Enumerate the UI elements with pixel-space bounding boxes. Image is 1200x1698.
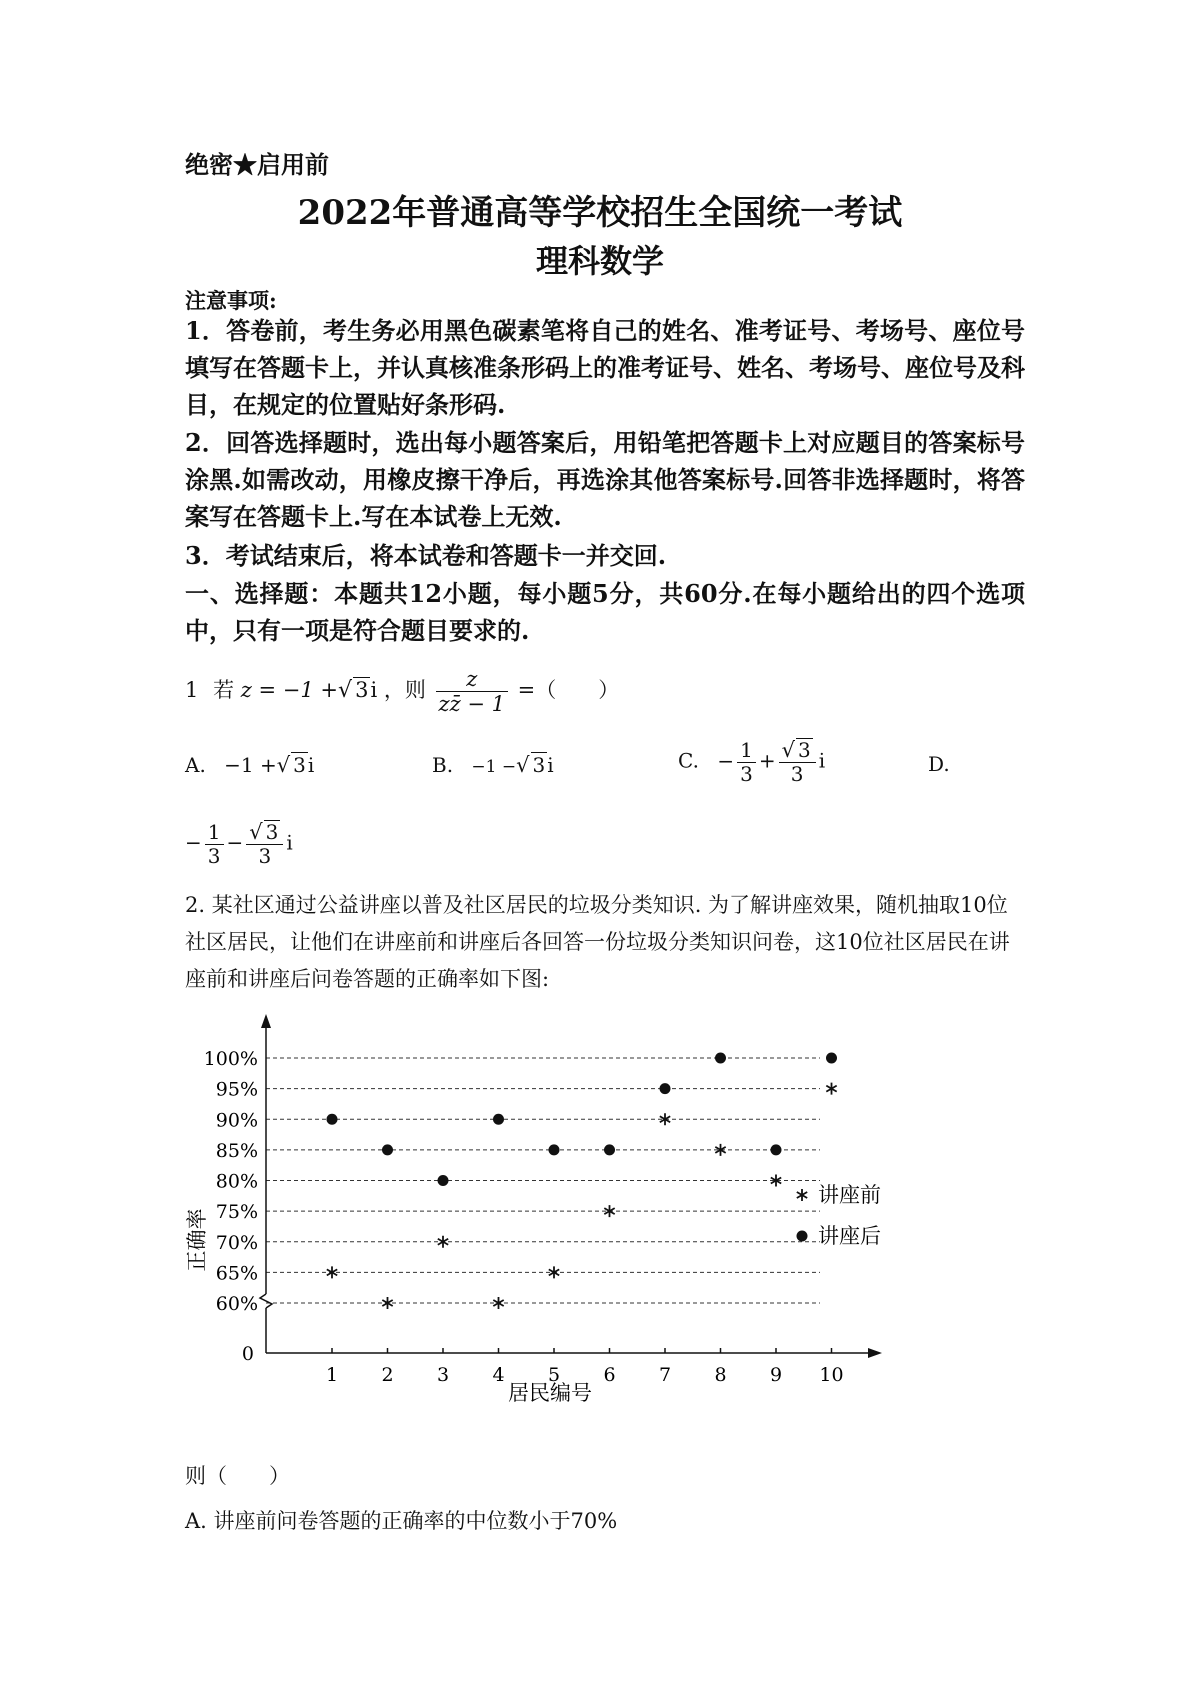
- option-c-frac-2: $\frac{√ 3}{3}$: [779, 738, 816, 786]
- q1-sqrt: 3: [355, 678, 369, 703]
- q1-if-word: 若: [213, 678, 235, 703]
- x-tick-label: 1: [325, 1364, 339, 1386]
- option-c-imag: i: [818, 748, 826, 773]
- chart-legend: [797, 1183, 882, 1248]
- after-lecture-point: [549, 1144, 560, 1155]
- frac-den: 3: [258, 844, 272, 869]
- option-c-frac-1: [737, 739, 756, 786]
- option-d-imag: i: [286, 830, 293, 855]
- q1-option-d-label: D.: [928, 752, 950, 776]
- frac-sqrt: 3: [265, 820, 279, 844]
- x-tick-label: 5: [547, 1364, 561, 1386]
- option-b-expr: −1 −: [471, 757, 517, 777]
- notice-item-2: 2．回答选择题时，选出每小题答案后，用铅笔把答题卡上对应题目的答案标号涂黑.如需改动，用橡皮擦干净后，再选涂其他答案标号.回答非选择题时，将答案写在答题卡上.写在本试卷上无效.: [185, 428, 1025, 531]
- x-tick-label: 7: [658, 1364, 672, 1386]
- frac-den: 3: [207, 843, 221, 868]
- after-lecture-point: [826, 1053, 837, 1064]
- q1-option-c: [678, 738, 825, 786]
- frac-den: 3: [740, 761, 753, 786]
- y-tick-label: 75%: [215, 1201, 258, 1224]
- option-c-sign: −: [717, 748, 735, 773]
- q1-imag-unit: i: [370, 678, 378, 703]
- x-axis-label: 居民编号: [508, 1381, 592, 1405]
- accuracy-scatter-chart: [170, 1010, 970, 1410]
- y-tick-label: 100%: [203, 1048, 258, 1070]
- y-tick-label: 85%: [215, 1139, 258, 1162]
- x-tick-label: 9: [769, 1364, 783, 1386]
- x-tick-label: 8: [714, 1364, 727, 1386]
- option-c-sign-2: +: [758, 748, 776, 773]
- q1-fraction: [436, 667, 508, 716]
- before-lecture-point: [826, 1083, 836, 1095]
- x-axis-arrow: [868, 1348, 882, 1358]
- q1-fraction-numerator: z: [436, 667, 508, 692]
- option-d-frac-1: [205, 821, 224, 868]
- before-lecture-point: [327, 1266, 337, 1278]
- legend-before-label: 讲座前: [818, 1183, 881, 1207]
- y-zero-label: 0: [241, 1343, 254, 1365]
- y-tick-label: 90%: [215, 1109, 258, 1132]
- after-lecture-point: [604, 1144, 615, 1155]
- y-axis-label: 正确率: [185, 1208, 209, 1272]
- y-tick-label: 80%: [215, 1170, 258, 1193]
- before-lecture-point: [438, 1236, 448, 1248]
- option-b-imag: i: [547, 753, 554, 777]
- notice-heading: 注意事项:: [185, 288, 277, 313]
- after-lecture-point: [660, 1083, 671, 1094]
- after-lecture-point: [382, 1144, 393, 1155]
- notice-item-1: 1．答卷前，考生务必用黑色碳素笔将自己的姓名、准考证号、考场号、座位号填写在答题卡上，并认真核准条形码上的准考证号、姓名、考场号、座位号及科目，在规定的位置贴好条形码.: [185, 316, 1025, 419]
- q1-option-d: [185, 820, 293, 868]
- q2-option-a: A. 讲座前问卷答题的正确率的中位数小于70%: [185, 1509, 618, 1533]
- after-lecture-point: [327, 1114, 338, 1125]
- option-d-frac-2: $\frac{√ 3}{3}$: [246, 820, 283, 868]
- q1-option-b: B. −1 −√ 3 i: [432, 753, 554, 777]
- option-a-expr: −1 +: [224, 753, 277, 777]
- legend-after-marker: [797, 1231, 808, 1242]
- before-lecture-point: [493, 1297, 503, 1309]
- y-tick-label: 95%: [215, 1078, 258, 1101]
- legend-before-marker: [797, 1189, 807, 1201]
- frac-sqrt: 3: [797, 738, 811, 762]
- q1-then-word: ，则: [383, 678, 426, 703]
- q2-then-blank: 则（ ）: [185, 1464, 290, 1488]
- option-b-sqrt: 3: [532, 753, 546, 777]
- before-lecture-point: [549, 1266, 559, 1278]
- frac-num: 1: [205, 821, 224, 845]
- after-lecture-point: [771, 1144, 782, 1155]
- y-tick-label: 70%: [215, 1231, 258, 1254]
- after-lecture-point: [438, 1175, 449, 1186]
- frac-num: 1: [737, 739, 756, 763]
- notice-item-3: 3．考试结束后，将本试卷和答题卡一并交回.: [185, 541, 667, 570]
- frac-den: 3: [790, 762, 804, 787]
- x-tick-label: 2: [381, 1364, 394, 1386]
- chart-gridlines: [266, 1058, 820, 1303]
- question-2-stem: 2. 某社区通过公益讲座以普及社区居民的垃圾分类知识. 为了解讲座效果，随机抽取10位社区居民，让他们在讲座前和讲座后各回答一份垃圾分类知识问卷，这10位社区居民在讲座前和讲座后问卷答题的正确率如下图:: [185, 893, 1010, 991]
- option-a-imag: i: [307, 753, 315, 777]
- question-number: 1: [185, 678, 199, 703]
- question-1-stem: 1 若 z = −1 +√ 3i ，则 $\frac{z}{zz̄ - 1}$ =（ ）: [185, 667, 620, 717]
- option-label: B.: [432, 753, 454, 777]
- q1-z-expression: z = −1 +: [240, 678, 338, 703]
- y-axis-break: [260, 1294, 272, 1308]
- x-tick-label: 6: [603, 1364, 616, 1386]
- option-label: A.: [185, 753, 206, 777]
- exam-subject: 理科数学: [535, 242, 664, 280]
- x-tick-label: 10: [819, 1364, 844, 1386]
- y-axis-arrow: [261, 1014, 271, 1028]
- q1-fraction-denominator: zz̄ − 1: [438, 692, 505, 717]
- q1-option-a: A. −1 +√ 3 i: [185, 753, 315, 777]
- option-label: C.: [678, 748, 699, 773]
- option-a-sqrt: 3: [293, 753, 306, 777]
- y-tick-label: 60%: [215, 1293, 258, 1315]
- secret-mark: 绝密★启用前: [185, 150, 329, 179]
- option-d-sign-2: −: [226, 830, 244, 855]
- exam-title: 2022年普通高等学校招生全国统一考试: [297, 193, 903, 233]
- chart-tick-labels: [204, 1048, 844, 1386]
- y-tick-label: 65%: [215, 1262, 258, 1285]
- before-lecture-point: [382, 1297, 392, 1309]
- option-d-sign: −: [185, 830, 202, 855]
- after-lecture-point: [493, 1114, 504, 1125]
- after-lecture-point: [715, 1053, 726, 1064]
- section-heading: 一、选择题：本题共12小题，每小题5分，共60分.在每小题给出的四个选项中，只有一项是符合题目要求的.: [185, 579, 1025, 645]
- legend-after-label: 讲座后: [818, 1224, 881, 1248]
- q1-equals-blank: =（ ）: [517, 678, 620, 703]
- x-tick-label: 4: [492, 1364, 505, 1386]
- x-tick-label: 3: [436, 1364, 450, 1386]
- chart-axes: [260, 1014, 882, 1358]
